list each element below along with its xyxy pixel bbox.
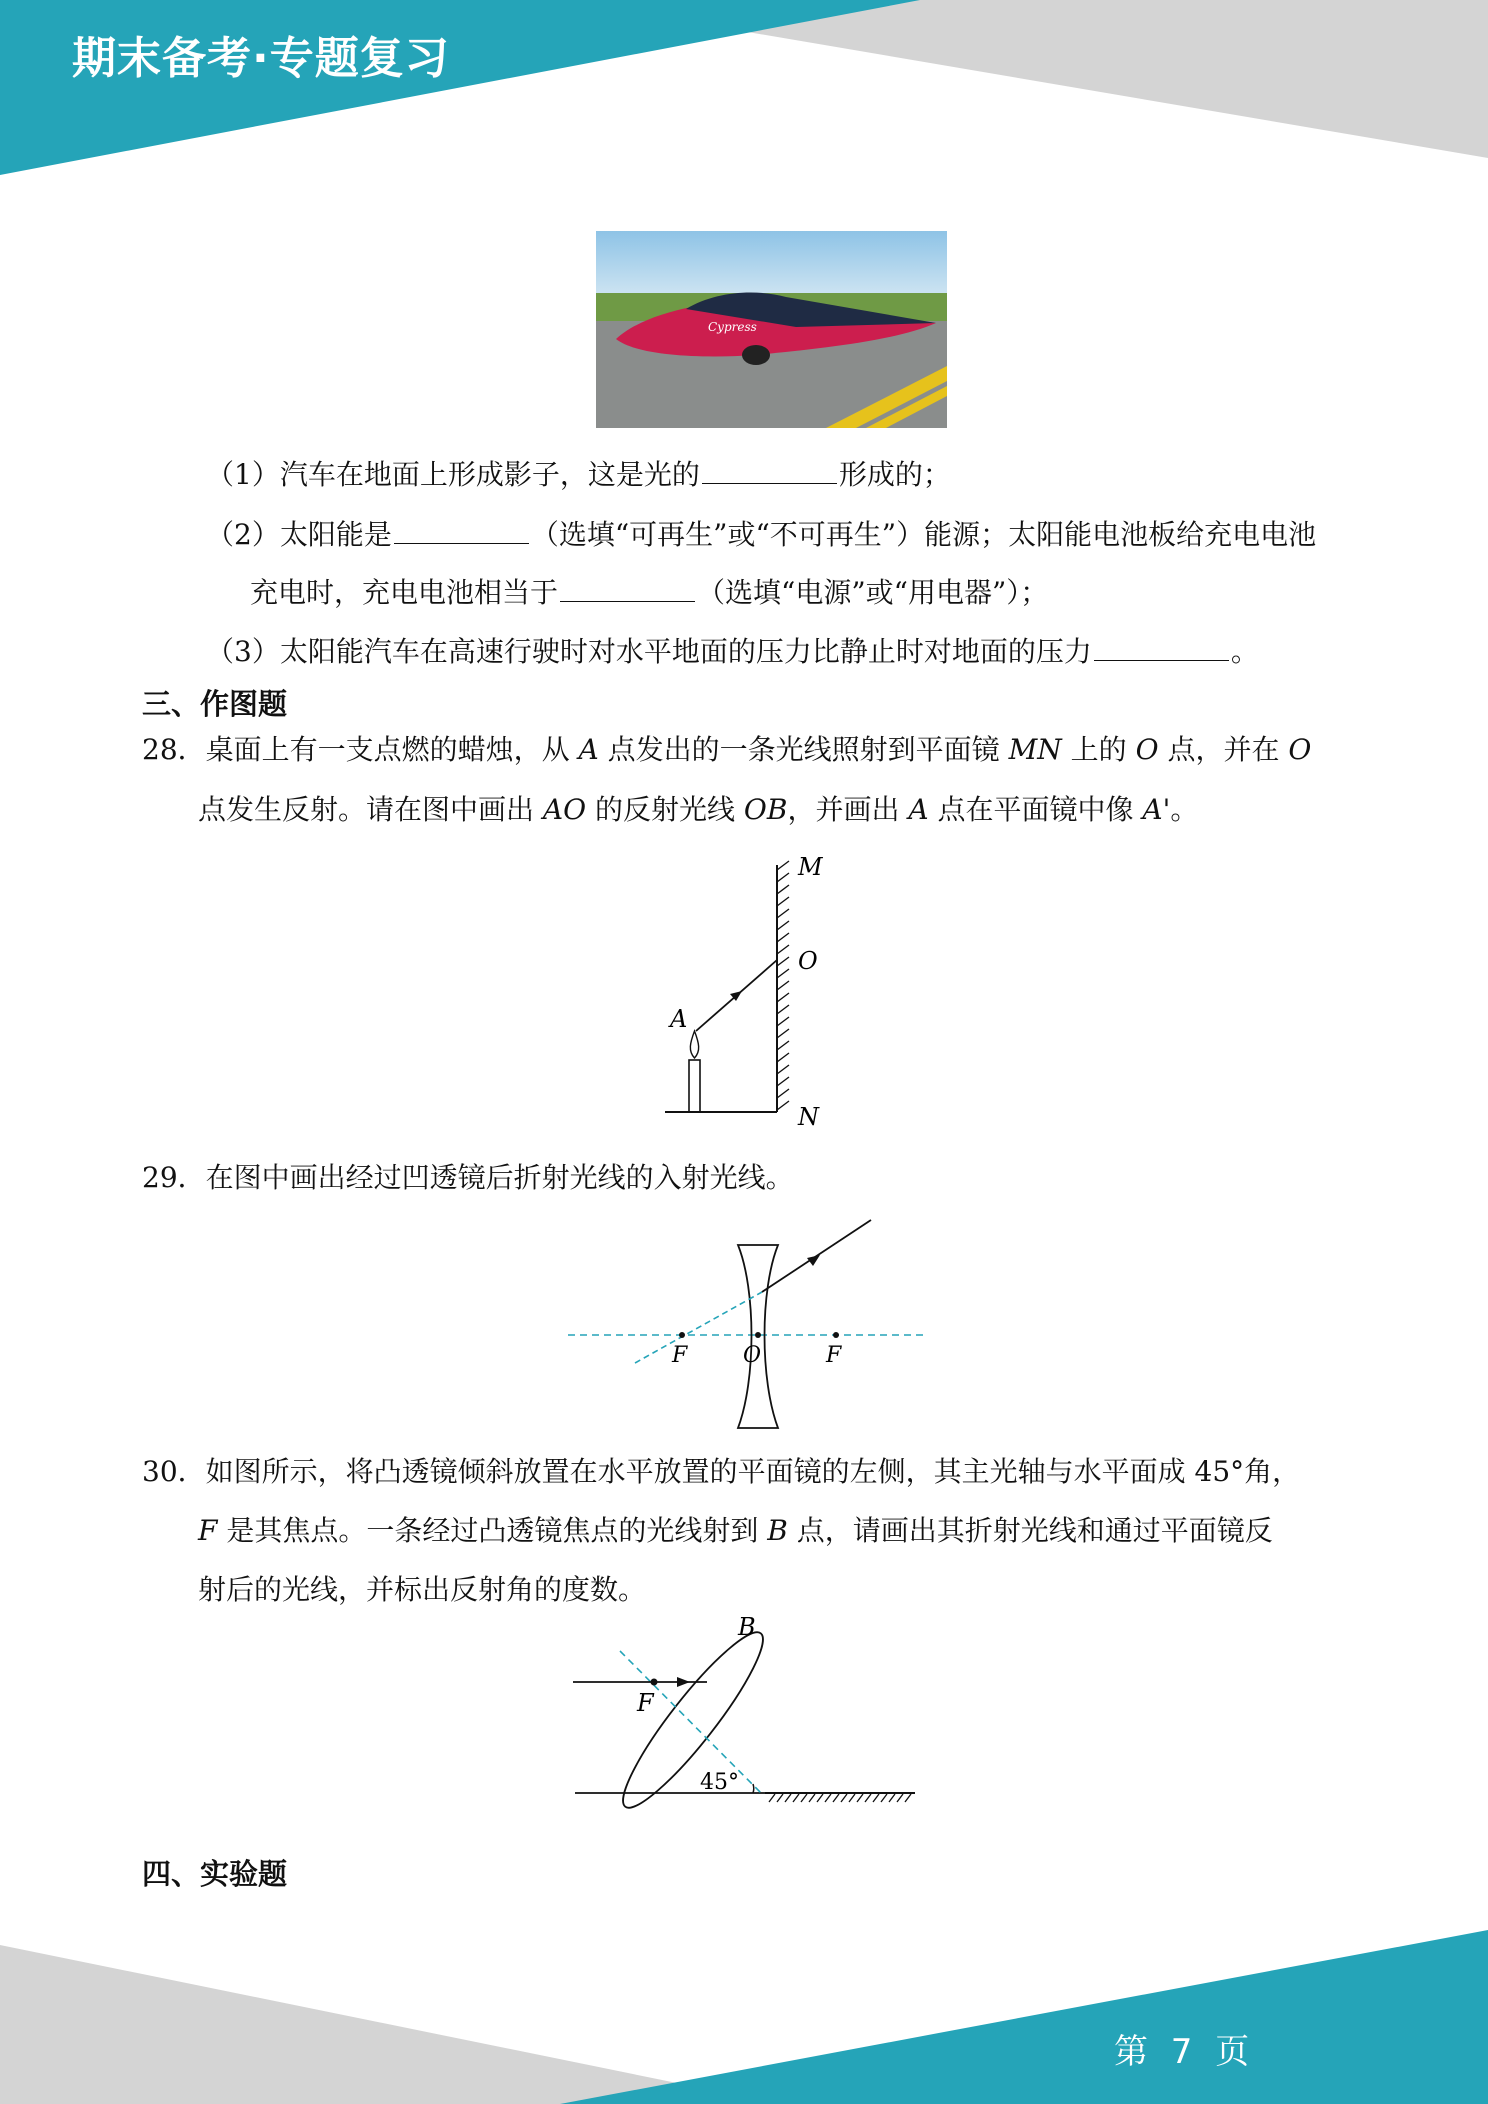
q28-label-N: N [798, 1103, 819, 1131]
car-text: Cypress [708, 320, 757, 334]
q30-label-B: B [738, 1615, 756, 1641]
q28-line1: 28．桌面上有一支点燃的蜡烛，从 A 点发出的一条光线照射到平面镜 MN 上的 O 点，并在 O [142, 733, 1312, 766]
page-number: 第 7 页 [1114, 2032, 1256, 2072]
footer-decoration [0, 1920, 1488, 2104]
q27-blank1[interactable] [702, 457, 837, 484]
q27-part3: （3）太阳能汽车在高速行驶时对水平地面的压力比静止时对地面的压力 。 [206, 635, 1259, 668]
q29-label-O: O [743, 1343, 762, 1368]
q29-label-F2: F [826, 1343, 842, 1368]
q27-part2: （2）太阳能是 （选填“可再生”或“不可再生”）能源；太阳能电池板给充电电池 [206, 518, 1317, 551]
q27-part1: （1）汽车在地面上形成影子，这是光的 形成的； [206, 458, 951, 491]
q27-blank4[interactable] [1094, 634, 1229, 661]
solar-car-photo [596, 231, 947, 428]
q30-label-angle: 45° [700, 1770, 739, 1795]
q28-label-O: O [798, 947, 818, 975]
q27-blank3[interactable] [560, 575, 695, 602]
q27-blank2[interactable] [394, 517, 529, 544]
q30-line3: 射后的光线，并标出反射角的度数。 [198, 1573, 647, 1606]
header-title: 期末备考·专题复习 [72, 33, 450, 84]
q29-label-F1: F [672, 1343, 688, 1368]
q30-line2: F 是其焦点。一条经过凸透镜焦点的光线射到 B 点，请画出其折射光线和通过平面镜反 [198, 1514, 1273, 1547]
q30-line1: 30．如图所示，将凸透镜倾斜放置在水平放置的平面镜的左侧，其主光轴与水平面成 45°角， [142, 1455, 1301, 1488]
q29-line: 29．在图中画出经过凹透镜后折射光线的入射光线。 [142, 1161, 794, 1194]
q27-part2-line2: 充电时，充电电池相当于 （选填“电源”或“用电器”）； [250, 576, 1049, 609]
section3-title: 三、作图题 [142, 687, 288, 721]
q30-label-F: F [637, 1689, 654, 1717]
q29-concave-lens-diagram [560, 1210, 940, 1435]
q28-label-M: M [798, 853, 823, 881]
q28-label-A: A [670, 1005, 688, 1033]
q28-line2: 点发生反射。请在图中画出 AO 的反射光线 OB，并画出 A 点在平面镜中像 A'。 [198, 793, 1199, 826]
q28-mirror-diagram [650, 845, 850, 1135]
section4-title: 四、实验题 [142, 1857, 288, 1891]
q30-convex-lens-diagram [565, 1615, 925, 1820]
